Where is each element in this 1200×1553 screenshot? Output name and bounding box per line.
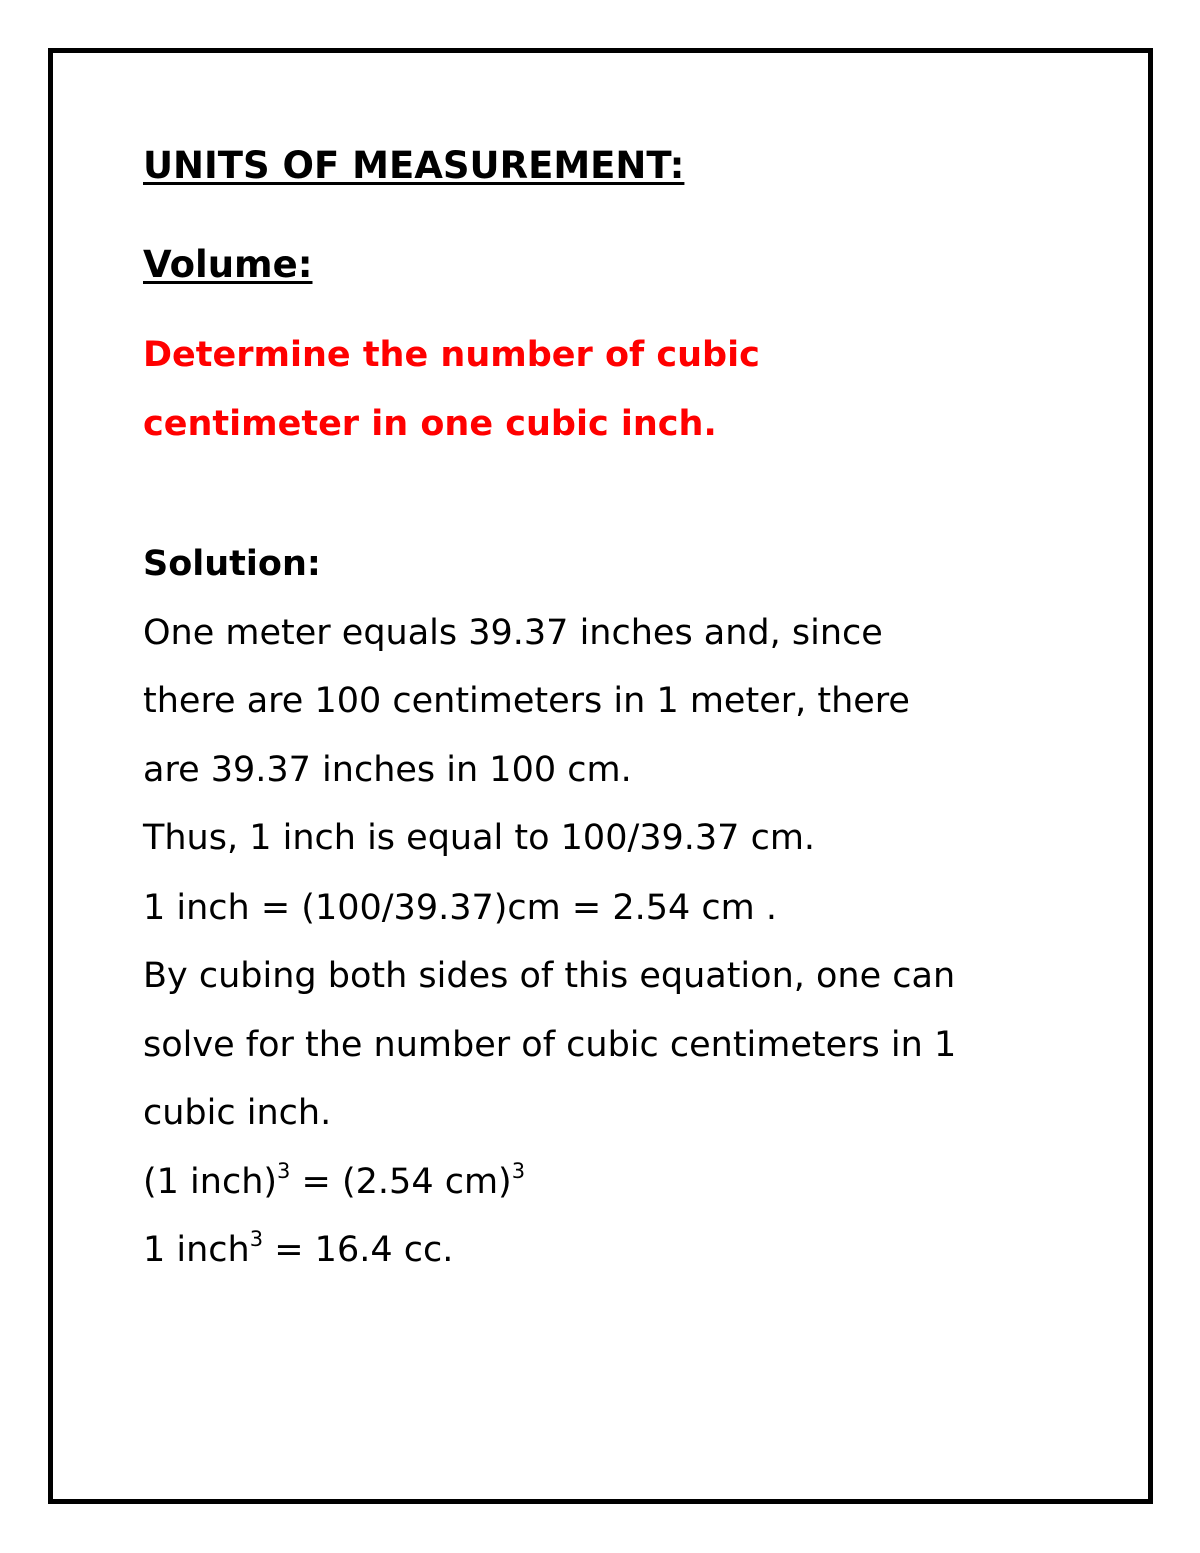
solution-line: Thus, 1 inch is equal to 100/39.37 cm. (143, 818, 816, 858)
exponent: 3 (249, 1227, 264, 1252)
solution-line: One meter equals 39.37 inches and, since (143, 613, 883, 653)
equation-left: 1 inch (143, 1230, 250, 1270)
solution-line: solve for the number of cubic centimeters in 1 (143, 1025, 957, 1065)
solution-heading: Solution: (143, 544, 321, 584)
equation-left: (1 inch) (143, 1162, 278, 1202)
solution-line: By cubing both sides of this equation, one can (143, 956, 956, 996)
question-line-2: centimeter in one cubic inch. (143, 404, 717, 444)
section-heading-volume: Volume: (143, 243, 313, 286)
equation-right: = 16.4 cc. (263, 1230, 454, 1270)
solution-line: are 39.37 inches in 100 cm. (143, 750, 632, 790)
exponent: 3 (277, 1159, 291, 1184)
solution-line: 1 inch = (100/39.37)cm = 2.54 cm . (143, 888, 777, 928)
equation-cubed (143, 1159, 526, 1202)
question-line-1: Determine the number of cubic (143, 335, 760, 375)
equation-right: = (2.54 cm) (290, 1162, 512, 1202)
exponent: 3 (511, 1159, 526, 1184)
document-title: UNITS OF MEASUREMENT: (143, 144, 685, 187)
solution-line: cubic inch. (143, 1093, 332, 1133)
solution-line: there are 100 centimeters in 1 meter, there (143, 681, 910, 721)
equation-result (143, 1227, 454, 1270)
